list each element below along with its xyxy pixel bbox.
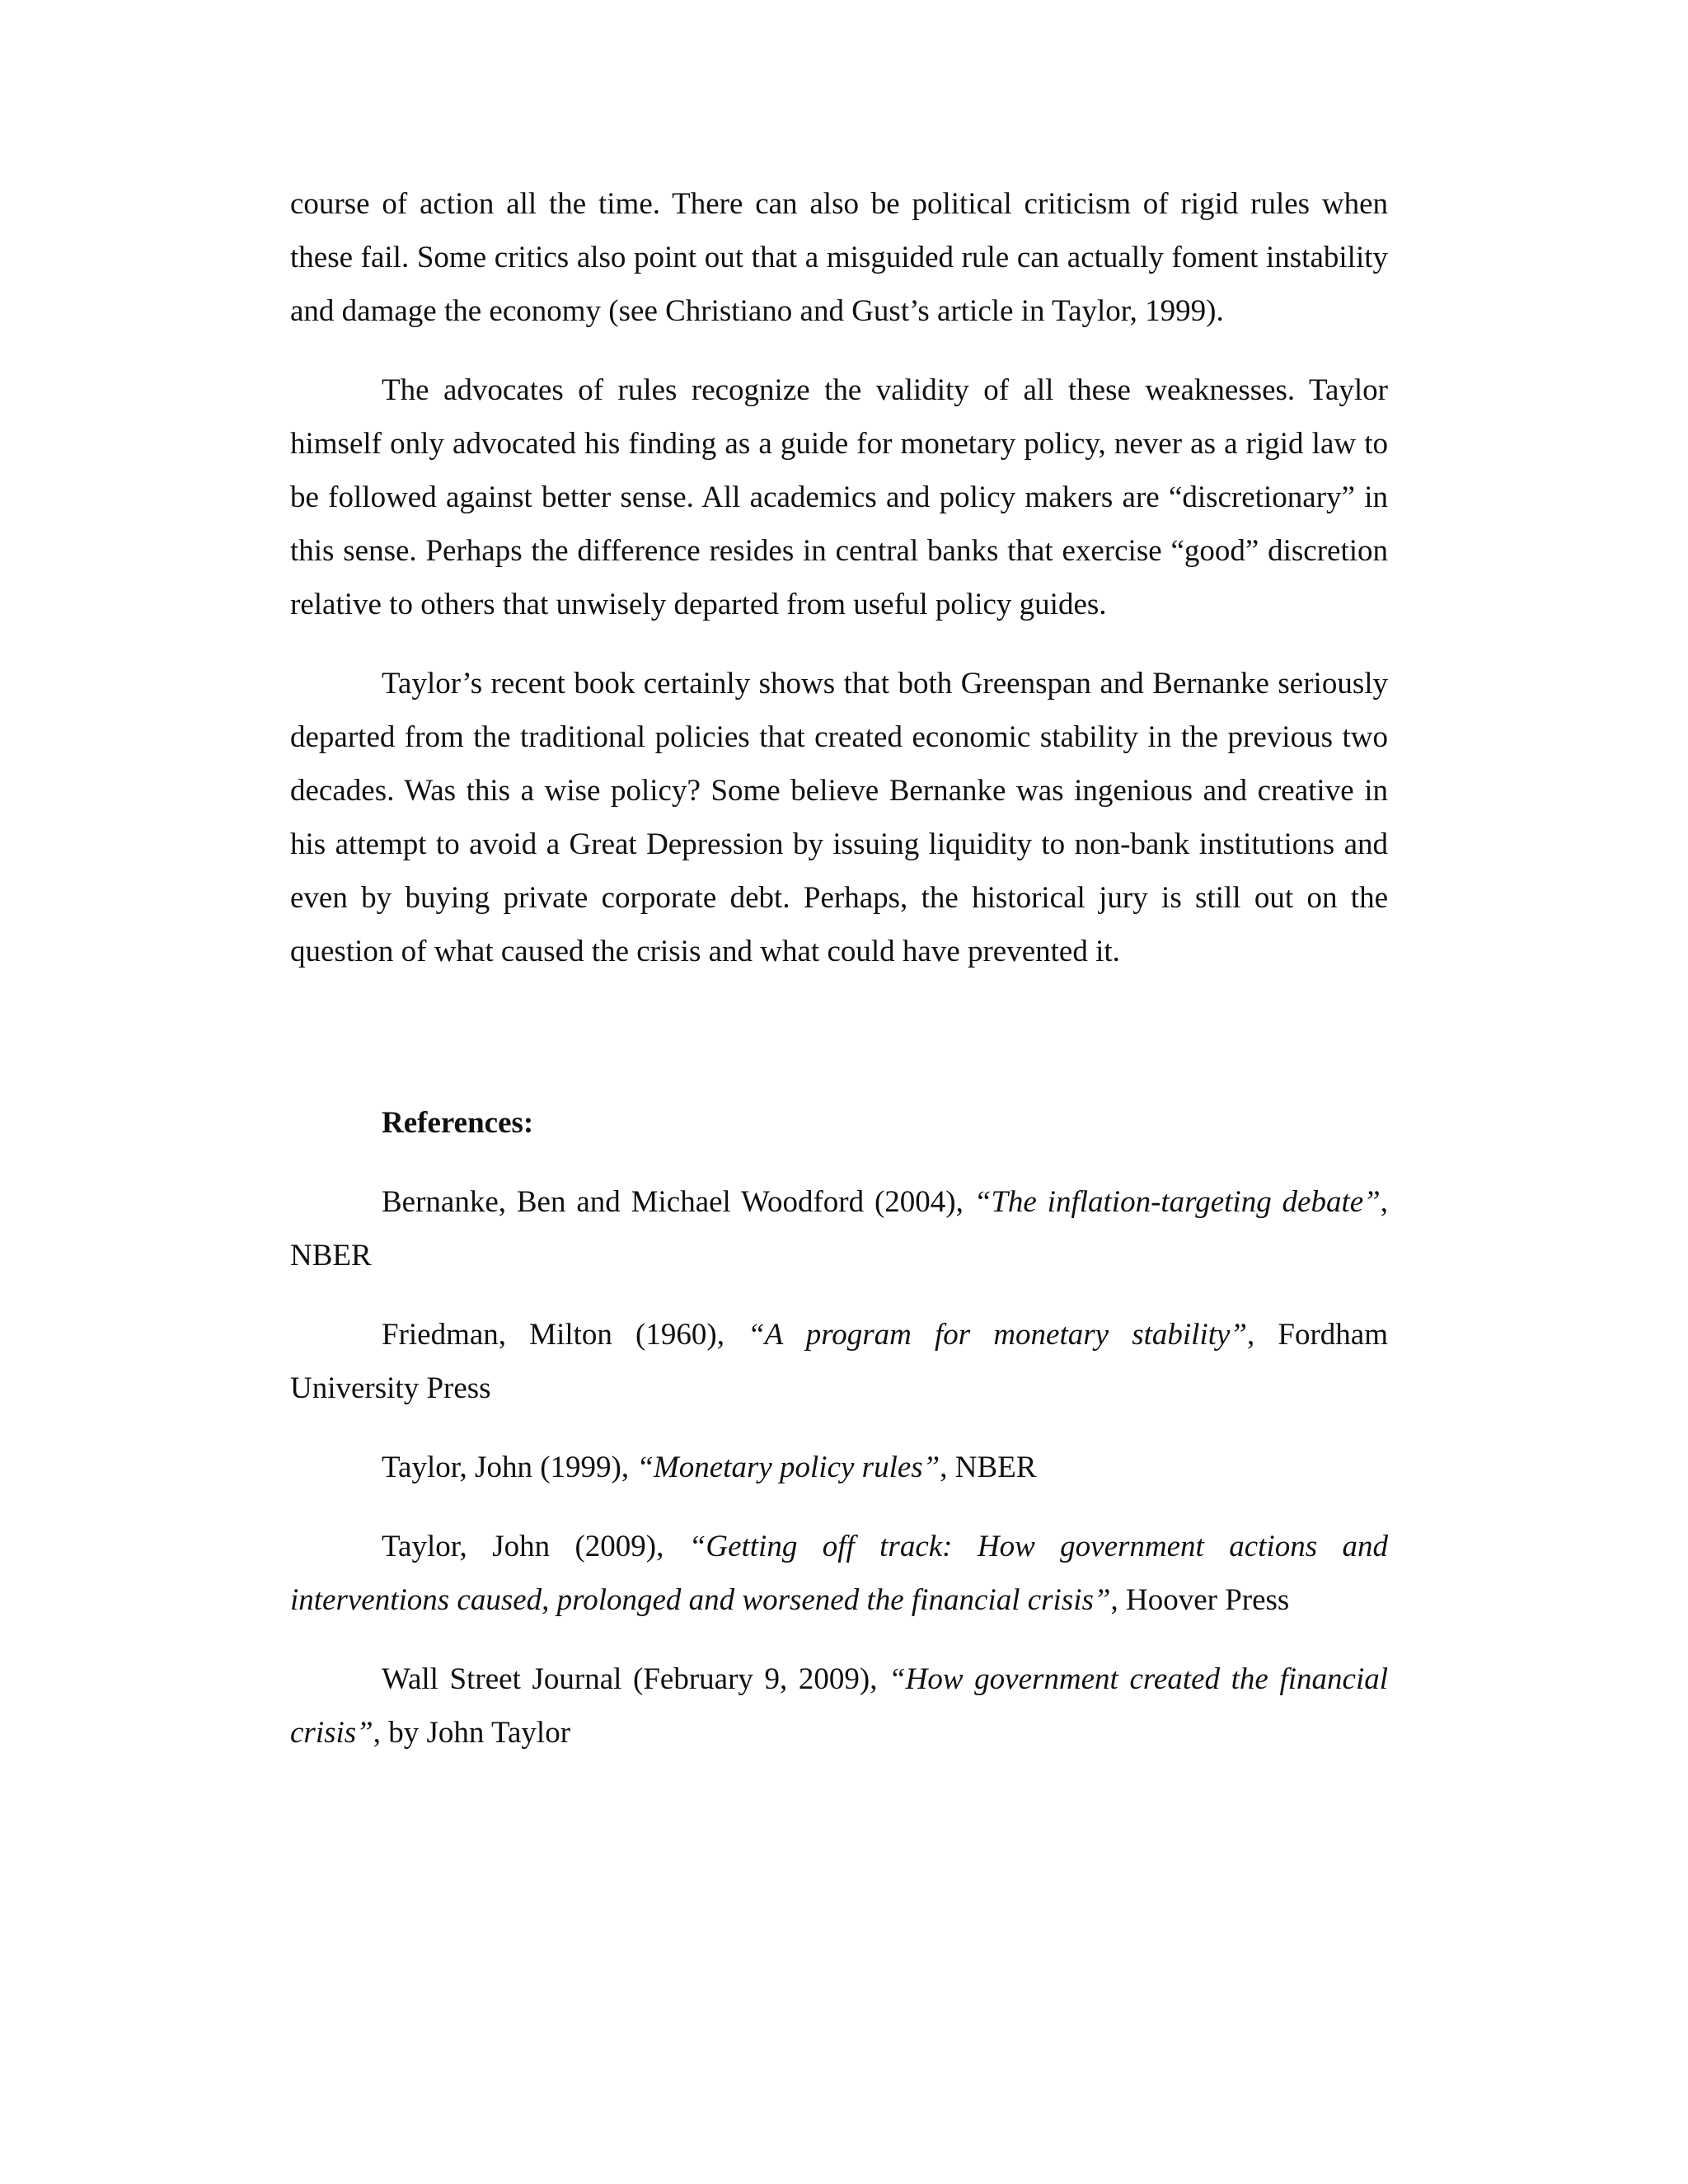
references-heading: References: [382, 1106, 534, 1140]
body-paragraph-2: The advocates of rules recognize the validity of all these weaknesses. Taylor himself only advocated his finding as a guide for monetary policy, never as a rigid law to be followed against better sense. All academics and policy makers are “discretionary” in this sense. Perhaps the difference resides in central banks that exercise “good” discretion relative to others that unwisely departed from useful policy guides. [290, 373, 1388, 621]
body-paragraph-3: Taylor’s recent book certainly shows that both Greenspan and Bernanke seriously departed from the traditional policies that created economic stability in the previous two decades. Was this a wise policy? Some believe Bernanke was ingenious and creative in his attempt to avoid a Great Depression by issuing liquidity to non-bank institutions and even by buying private corporate debt. Perhaps, the historical jury is still out on the question of what caused the crisis and what could have prevented it. [290, 667, 1388, 968]
reference-author: Wall Street Journal (February 9, 2009), [382, 1662, 889, 1696]
reference-author: Bernanke, Ben and Michael Woodford (2004), [382, 1185, 974, 1219]
reference-item-4 [290, 1520, 1388, 1627]
reference-item-1 [290, 1175, 1388, 1282]
reference-item-5 [290, 1652, 1388, 1760]
document-body [290, 177, 1388, 1785]
reference-publisher: , Fordham University Press [290, 1318, 1388, 1405]
reference-title: “The inflation-targeting debate” [973, 1185, 1381, 1219]
reference-title: “Getting off track: How government actions and interventions caused, prolonged and worsened the financial crisis” [290, 1530, 1388, 1617]
reference-author: Friedman, Milton (1960), [382, 1318, 748, 1352]
reference-publisher: , Hoover Press [1110, 1583, 1290, 1617]
body-paragraph-1: course of action all the time. There can also be political criticism of rigid rules when these fail. Some critics also point out that a misguided rule can actually foment instability and damage the economy (see Christiano and Gust’s article in Taylor, 1999). [290, 187, 1388, 328]
reference-item-2 [290, 1308, 1388, 1415]
section-spacer [290, 1004, 1388, 1096]
reference-publisher: , by John Taylor [373, 1716, 571, 1750]
reference-title: “How government created the financial crisis” [290, 1662, 1388, 1750]
reference-title: “Monetary policy rules” [636, 1451, 940, 1484]
reference-publisher: , NBER [290, 1185, 1389, 1272]
reference-item-3 [290, 1441, 1388, 1494]
reference-publisher: , NBER [940, 1451, 1037, 1484]
reference-author: Taylor, John (1999), [382, 1451, 637, 1484]
reference-title: “A program for monetary stability” [748, 1318, 1248, 1352]
reference-author: Taylor, John (2009), [382, 1530, 689, 1563]
